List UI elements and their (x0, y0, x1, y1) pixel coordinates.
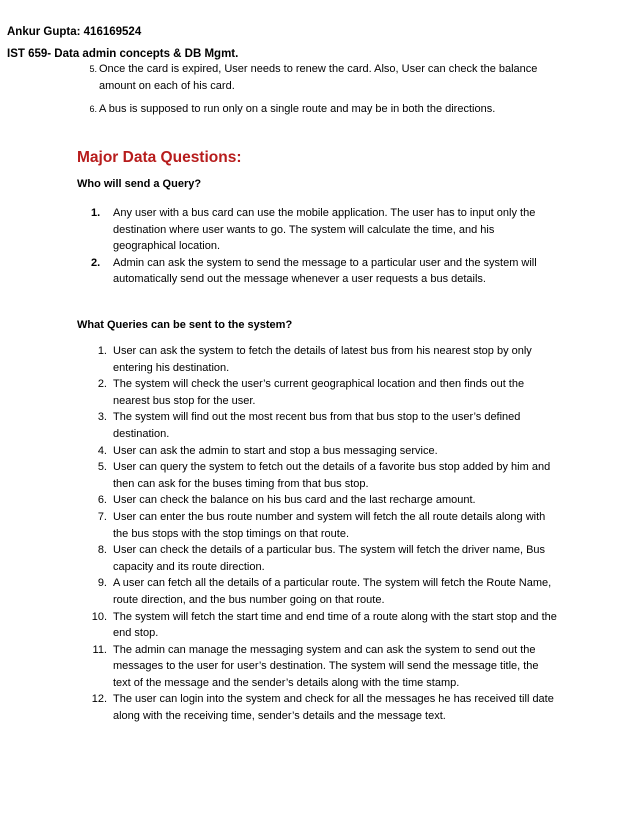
list-number: 5. (89, 64, 97, 74)
list-number: 6. (97, 494, 107, 507)
list-item (77, 509, 557, 542)
list-number: 2. (97, 378, 107, 391)
list-item-text: Admin can ask the system to send the message to a particular user and the system will automatically send out the message whenever a user requests a bus details. (113, 256, 537, 286)
list-number: 7. (97, 510, 107, 523)
list-item (77, 609, 557, 642)
list-number: 5. (97, 461, 107, 474)
list-number: 9. (97, 577, 107, 590)
list-number: 1. (97, 345, 107, 357)
list-item (77, 642, 557, 692)
list-item (77, 575, 557, 608)
list-item-text: User can enter the bus route number and system will fetch the all route details along with the bus stops with the stop timings on that route. (113, 510, 546, 540)
list-number: 8. (97, 544, 107, 557)
what-question-heading: What Queries can be sent to the system? (77, 319, 293, 331)
list-item (77, 205, 557, 255)
section-title: Major Data Questions: (77, 149, 242, 166)
list-number: 6. (89, 104, 97, 115)
list-item-text: Any user with a bus card can use the mobile application. The user has to input only the destination where user wants to go. The system will calculate the time, and his geographical location. (113, 207, 536, 253)
list-number: 12. (91, 693, 107, 706)
list-item (77, 376, 557, 409)
list-item (77, 343, 557, 376)
list-item (77, 443, 557, 460)
course-line: IST 659- Data admin concepts & DB Mgmt. (7, 48, 239, 60)
list-item-text: The user can login into the system and check for all the messages he has received till date along with the receiving time, sender’s details and the message text. (113, 693, 554, 723)
list-item-text: The system will fetch the start time and end time of a route along with the start stop and the end stop. (113, 610, 557, 640)
list-item-text: The system will check the user’s current geographical location and then finds out the nearest bus stop for the user. (113, 378, 525, 407)
list-item (77, 492, 557, 509)
who-list (77, 205, 557, 288)
list-number: 10. (91, 610, 107, 623)
list-item-text: A user can fetch all the details of a particular route. The system will fetch the Route Name, route direction, and the bus number going on that route. (113, 577, 552, 606)
list-item (77, 61, 557, 94)
who-question-heading: Who will send a Query? (77, 178, 202, 190)
list-item-text: User can check the details of a particular bus. The system will fetch the driver name, Bus capacity and its route direction. (113, 544, 546, 573)
list-item (77, 101, 557, 118)
list-item (77, 691, 557, 724)
list-item (77, 255, 557, 288)
list-item (77, 459, 557, 492)
list-item (77, 409, 557, 442)
list-item-text: User can ask the admin to start and stop a bus messaging service. (113, 444, 438, 457)
list-item-text: Once the card is expired, User needs to renew the card. Also, User can check the balance amount on each of his card. (99, 63, 538, 92)
list-number: 2. (91, 256, 101, 269)
list-item-text: A bus is supposed to run only on a single route and may be in both the directions. (99, 103, 496, 116)
list-item-text: User can check the balance on his bus card and the last recharge amount. (113, 494, 476, 507)
list-number: 3. (97, 411, 107, 424)
document-header (7, 21, 238, 65)
author-line: Ankur Gupta: 416169524 (7, 26, 142, 38)
list-number: 11. (92, 643, 107, 656)
list-item (77, 542, 557, 575)
list-item-text: User can ask the system to fetch the details of latest bus from his nearest stop by only entering his destination. (113, 345, 532, 374)
list-item-text: User can query the system to fetch out the details of a favorite bus stop added by him and then can ask for the buses timing from that bus stop. (113, 461, 551, 490)
list-number: 4. (97, 444, 107, 457)
list-item-text: The system will find out the most recent bus from that bus stop to the user’s defined destination. (113, 411, 521, 440)
list-item-text: The admin can manage the messaging system and can ask the system to send out the messages to the user for user’s destination. The system will send the message title, the text of the message and the sender’s details along with the time stamp. (113, 643, 539, 689)
continued-list (77, 61, 557, 125)
list-number: 1. (91, 207, 101, 219)
what-list (77, 343, 557, 725)
